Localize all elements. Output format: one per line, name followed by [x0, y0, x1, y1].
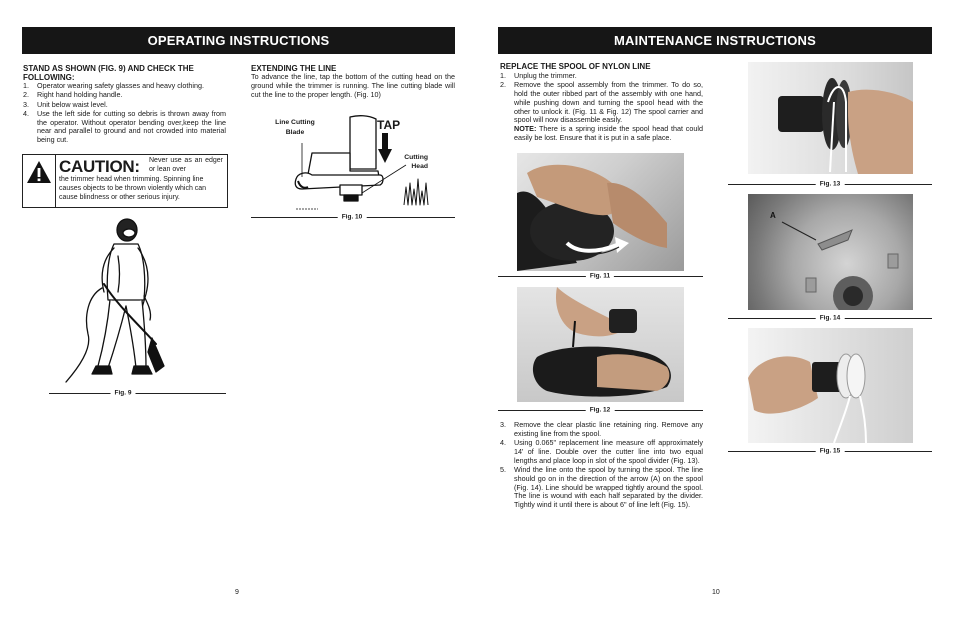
fig13-photo — [748, 62, 913, 174]
operating-instructions-banner — [22, 27, 455, 54]
fig11-caption: Fig. 11 — [586, 273, 614, 280]
extending-text: To advance the line, tap the bottom of the cutting head on the ground while the trimmer is running. The line cutting blade will cut the line to the proper length. (Fig. 10) — [251, 72, 455, 99]
fig11-photo — [517, 153, 684, 271]
list-item: 1. Operator wearing safety glasses and heavy clothing. — [23, 81, 205, 90]
fig10-cutting-head-diagram — [288, 113, 440, 215]
fig12-spool-carrier-image — [517, 287, 684, 402]
list-item: 4. Using 0.065" replacement line measure off approximately 14' of line. Double over the cutter line into two equal lengths and place loop in slot of the spool divider (Fig. 13). — [500, 438, 703, 465]
fig10-label-head: Cutting Head — [404, 154, 428, 170]
fig15-photo — [748, 328, 913, 443]
fig12-caption: Fig. 12 — [586, 407, 615, 414]
banner-title: OPERATING INSTRUCTIONS — [147, 33, 330, 48]
fig9-caption-rule — [49, 393, 226, 394]
fig11-spool-removal-image — [517, 153, 684, 271]
note: NOTE: There is a spring inside the spool head that could easily be lost. Ensure that it is put in a safe place. — [514, 124, 703, 143]
stand-checklist — [23, 82, 226, 146]
page-number-left: 9 — [235, 589, 239, 596]
list-item: 4. Use the left side for cutting so debris is thrown away from the operator. Without operator bending over,keep the line near and parallel to ground and not crowded into material being cut. — [23, 108, 226, 145]
fig9-operator-illustration — [60, 216, 170, 384]
fig14-arrow-label: A — [770, 211, 776, 220]
list-item: 2. Remove the spool assembly from the trimmer. To do so, hold the outer ribbed part of the assembly with one hand, while pushing down and turning the spool head with the other to unlock it. (Fig. 11 & Fig. 12) The spool carrier and spool will now disassemble easily. NOTE: There is a spring inside the spool head that could easily be lost. Ensure that it is put in a safe place. — [500, 80, 703, 143]
spool-steps — [500, 421, 703, 510]
caution-word: CAUTION: — [59, 157, 140, 176]
fig13-spool-loop-image — [748, 62, 913, 174]
fig14-photo — [748, 194, 913, 310]
caution-text: the trimmer head when trimming. Spinning line causes objects to be thrown violently which can cause blindness or other serious injury. — [59, 176, 207, 201]
list-item: 5. Wind the line onto the spool by turning the spool. The line should go on in the direction of the arrow (A) on the spool (Fig. 14). Line should be wrapped tightly around the spool. The line is wound with each half separated by the divider. Tightly wind it until there is about 6" of line left (Fig. 15). — [500, 464, 703, 510]
fig10-caption: Fig. 10 — [338, 214, 367, 221]
stand-heading: STAND AS SHOWN (FIG. 9) AND CHECK THE FOLLOWING: — [23, 64, 194, 82]
fig10-label-tap: TAP — [377, 118, 401, 132]
caution-text-right: Never use as an edger or lean over — [149, 157, 223, 173]
page-number-right: 10 — [712, 589, 720, 596]
fig13-caption: Fig. 13 — [816, 181, 845, 188]
caution-icon-cell — [23, 155, 56, 207]
maintenance-instructions-banner — [498, 27, 932, 54]
fig15-caption: Fig. 15 — [816, 448, 845, 455]
list-item: 2. Right hand holding handle. — [23, 90, 123, 100]
replace-heading: REPLACE THE SPOOL OF NYLON LINE — [500, 62, 651, 71]
list-item: 3. Unit below waist level. — [23, 99, 108, 109]
list-item: 3. Remove the clear plastic line retaining ring. Remove any existing line from the spool. — [500, 420, 703, 438]
warning-triangle-icon — [26, 160, 52, 184]
fig9-caption: Fig. 9 — [111, 390, 136, 397]
list-item: 1. Unplug the trimmer. — [500, 71, 577, 80]
fig15-wound-spool-image — [748, 328, 913, 443]
fig10-label-blade: Line Cutting Blade — [275, 119, 315, 136]
replace-steps — [500, 72, 703, 143]
fig14-caption: Fig. 14 — [816, 315, 845, 322]
extending-heading: EXTENDING THE LINE — [251, 64, 337, 73]
banner-title: MAINTENANCE INSTRUCTIONS — [614, 33, 816, 48]
caution-box — [22, 154, 228, 208]
fig12-photo — [517, 287, 684, 402]
